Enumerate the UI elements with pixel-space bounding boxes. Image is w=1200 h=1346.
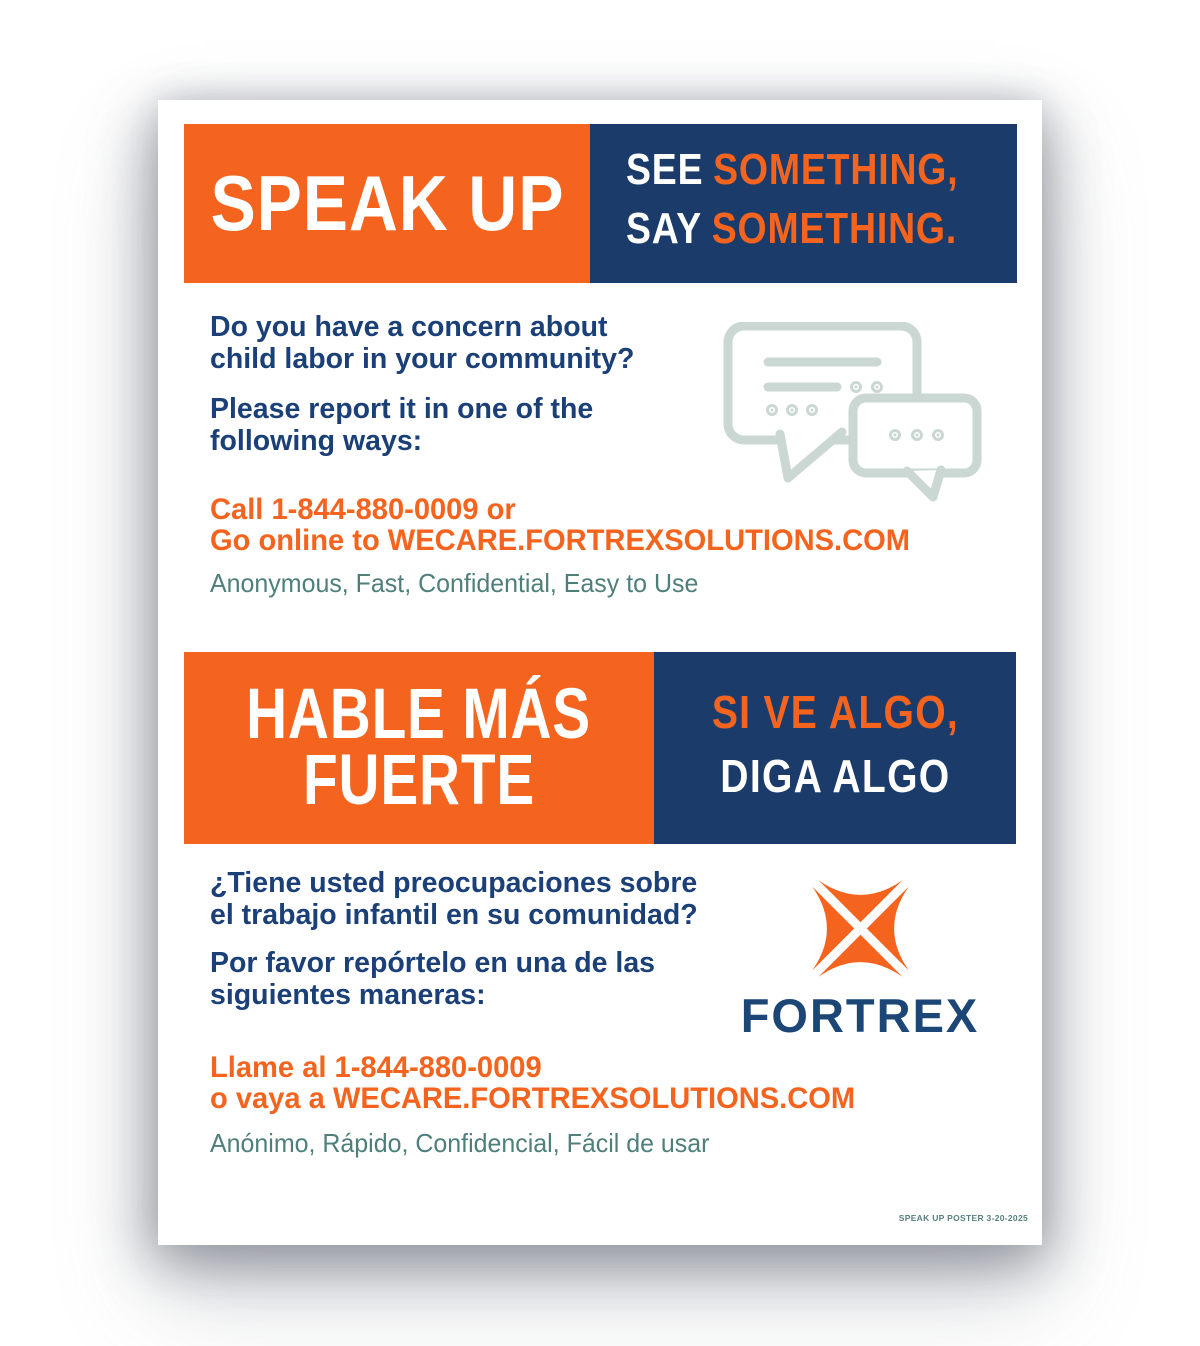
poster-version-note: SPEAK UP POSTER 3-20-2025 [898,1213,1028,1223]
english-question [210,312,634,375]
spanish-question-line1: ¿Tiene usted preocupaciones sobre [210,867,698,899]
say-word: SAY [626,203,703,253]
banner-spanish-orange-block [184,652,654,844]
english-cta [210,494,932,556]
si-ve-algo-line [690,686,981,750]
banner-spanish [184,652,1016,844]
diga-algo-line [700,750,971,814]
fortrex-wordmark: FORTREX [740,989,980,1042]
spanish-prompt [210,948,655,1011]
poster-sheet [158,100,1042,1245]
english-cta-phone: Call 1-844-880-0009 or [210,493,516,526]
banner-spanish-navy-block [654,652,1016,844]
something2-word: SOMETHING. [711,203,958,253]
banner-english [184,124,1016,283]
fortrex-x-mark-icon [808,876,913,981]
banner-english-navy-block [590,124,1017,283]
spanish-cta-phone: Llame al 1-844-880-0009 [210,1051,542,1084]
something1-word: SOMETHING, [713,144,959,194]
diga-algo-text: DIGA ALGO [719,750,951,802]
english-tagline: Anonymous, Fast, Confidential, Easy to Use [210,568,699,598]
spanish-tagline: Anónimo, Rápido, Confidencial, Fácil de usar [210,1128,710,1158]
english-cta-url: Go online to WECARE.FORTREXSOLUTIONS.COM [210,524,910,557]
spanish-prompt-line2: siguientes maneras: [210,978,486,1011]
speech-bubbles-icon [718,322,983,502]
hable-mas-line: HABLE MÁS [246,675,592,754]
spanish-question [210,868,698,931]
banner-english-orange-block [184,124,590,283]
spanish-cta [210,1052,875,1114]
spanish-cta-url: o vaya a WECARE.FORTREXSOLUTIONS.COM [210,1082,856,1115]
say-something-line [626,204,1017,263]
english-question-line1: Do you have a concern about [210,311,608,343]
spanish-tagline-row [210,1128,730,1159]
english-prompt-line1: Please report it in one of the [210,393,594,425]
english-tagline-row [210,568,719,599]
speak-up-title: SPEAK UP [210,159,564,247]
spanish-question-line2: el trabajo infantil en su comunidad? [210,898,698,931]
english-prompt [210,394,593,457]
fuerte-line: FUERTE [303,741,535,820]
spanish-prompt-line1: Por favor repórtelo en una de las [210,947,656,979]
see-something-line [626,145,1017,204]
see-word: SEE [626,144,704,194]
english-prompt-line2: following ways: [210,424,423,457]
si-ve-algo-text: SI VE ALGO, [711,686,959,738]
english-question-line2: child labor in your community? [210,342,635,375]
